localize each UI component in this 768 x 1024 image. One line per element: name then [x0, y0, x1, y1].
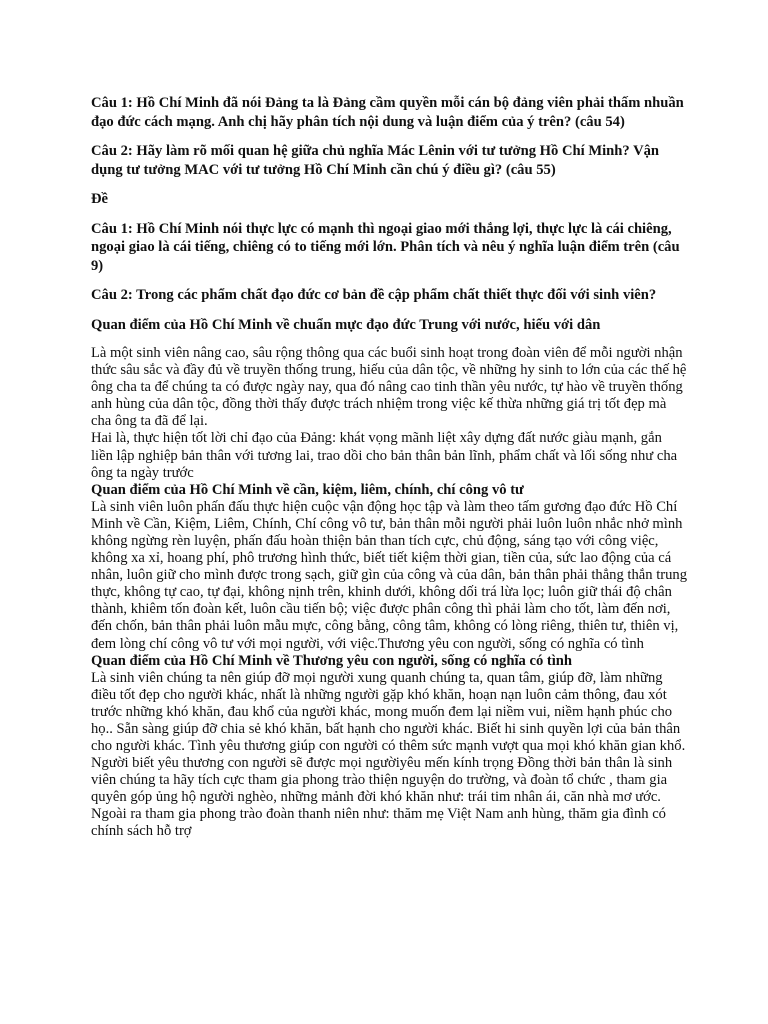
paragraph-diligence: Là sinh viên luôn phấn đấu thực hiện cuộc vận động học tập và làm theo tấm gương đạo đức Hồ Chí Minh về Cần, Kiệm, Liêm, Chính, Chí công vô tư, bản thân mỗi người phải luôn luôn nhắc nhở mình không ngừng rèn luyện, phấn đấu hoàn thiện bản than tích cực, chủ động, sáng tạo với công việc, không xa xỉ, hoang phí, phô trương hình thức, biết tiết kiệm thời gian, tiền của, sức lao động của cá nhân, luôn giữ cho mình được trong sạch, giữ gìn của công và của dân, bản thân phải thẳng thắn trung thực, không tự cao, tự đại, không nịnh trên, khinh dưới, không dối trá lừa lọc; luôn giữ thái độ chân thành, khiêm tốn đoàn kết, luôn cầu tiến bộ; việc được phân công thì phải làm cho tốt, làm đến nơi, đến chốn, bản thân phải luôn mẫu mực, công bằng, công tâm, không có lòng riêng, thiên tư, thiên vị, đem lòng chí công vô tư với mọi người, với việc.Thương yêu con người, sống có nghĩa có tình: [91, 498, 687, 652]
paragraph-loyalty-2: Hai là, thực hiện tốt lời chỉ đạo của Đảng: khát vọng mãnh liệt xây dựng đất nước giàu mạnh, gắn liền lập nghiệp bản thân với tương lai, trao dồi cho bản thân bản lĩnh, phẩm chất và lối sống như cha ông ta ngày trước: [91, 430, 678, 481]
section-heading-diligence: Quan điểm của Hồ Chí Minh về cần, kiệm, liêm, chính, chí công vô tư: [91, 481, 524, 498]
question-3: Câu 1: Hồ Chí Minh nói thực lực có mạnh thì ngoại giao mới thắng lợi, thực lực là cái chiêng, ngoại giao là cái tiếng, chiêng có to tiếng mới lớn. Phân tích và nêu ý nghĩa luận điểm trên (câu 9): [91, 220, 680, 274]
exam-heading: Đề: [91, 191, 109, 207]
question-4: Câu 2: Trong các phẩm chất đạo đức cơ bản đề cập phẩm chất thiết thực đối với sinh viên?: [91, 287, 657, 303]
question-2: Câu 2: Hãy làm rõ mối quan hệ giữa chủ nghĩa Mác Lênin với tư tưởng Hồ Chí Minh? Vận dụng tư tưởng MAC với tư tưởng Hồ Chí Minh cần chú ý điều gì? (câu 55): [91, 143, 660, 178]
section-heading-loyalty: Quan điểm của Hồ Chí Minh về chuẩn mực đạo đức Trung với nước, hiếu với dân: [91, 316, 601, 333]
question-1: Câu 1: Hồ Chí Minh đã nói Đảng ta là Đảng cầm quyền mỗi cán bộ đảng viên phải thấm nhuần đạo đức cách mạng. Anh chị hãy phân tích nội dung và luận điểm của ý trên? (câu 54): [91, 95, 684, 130]
paragraph-loyalty-1: Là một sinh viên nâng cao, sâu rộng thông qua các buổi sinh hoạt trong đoàn viên để mỗi người nhận thức sâu sắc và đầy đủ về truyền thống trung, hiếu của dân tộc, về những hy sinh to lớn của các thế hệ ông cha ta để chúng ta có được ngày nay, qua đó nâng cao tinh thần yêu nước, tự hào về truyền thống anh hùng của dân tộc, đồng thời thấy được trách nhiệm trong việc kế thừa những giá trị tốt đẹp mà cha ông ta đã để lại.: [91, 345, 687, 430]
section-heading-compassion: Quan điểm của Hồ Chí Minh về Thương yêu con người, sống có nghĩa có tình: [91, 652, 573, 669]
document-page: [91, 94, 687, 841]
paragraph-compassion: Là sinh viên chúng ta nên giúp đỡ mọi người xung quanh chúng ta, quan tâm, giúp đỡ, làm những điều tốt đẹp cho người khác, nhất là những người gặp khó khăn, hoạn nạn luôn cảm thông, đau xót trước những khó khăn, đau khổ của người khác, mong muốn đem lại niềm vui, niềm hạnh phúc cho họ.. Sẵn sàng giúp đỡ chia sẻ khó khăn, bất hạnh cho người khác. Biết hi sinh quyền lợi của bản thân cho người khác. Tình yêu thương giúp con người có thêm sức mạnh vượt qua mọi khó khăn gian khổ. Người biết yêu thương con người sẽ được mọi ngườiyêu mến kính trọng Đồng thời bản thân là sinh viên chúng ta hãy tích cực tham gia phong trào thiện nguyện do trường, và đoàn tổ chức , tham gia quyên góp ủng hộ người nghèo, những mảnh đời khó khăn như: trái tim nhân ái, căn nhà mơ ước. Ngoài ra tham gia phong trào đoàn thanh niên như: thăm mẹ Việt Nam anh hùng, thăm gia đình có chính sách hỗ trợ: [91, 669, 686, 840]
